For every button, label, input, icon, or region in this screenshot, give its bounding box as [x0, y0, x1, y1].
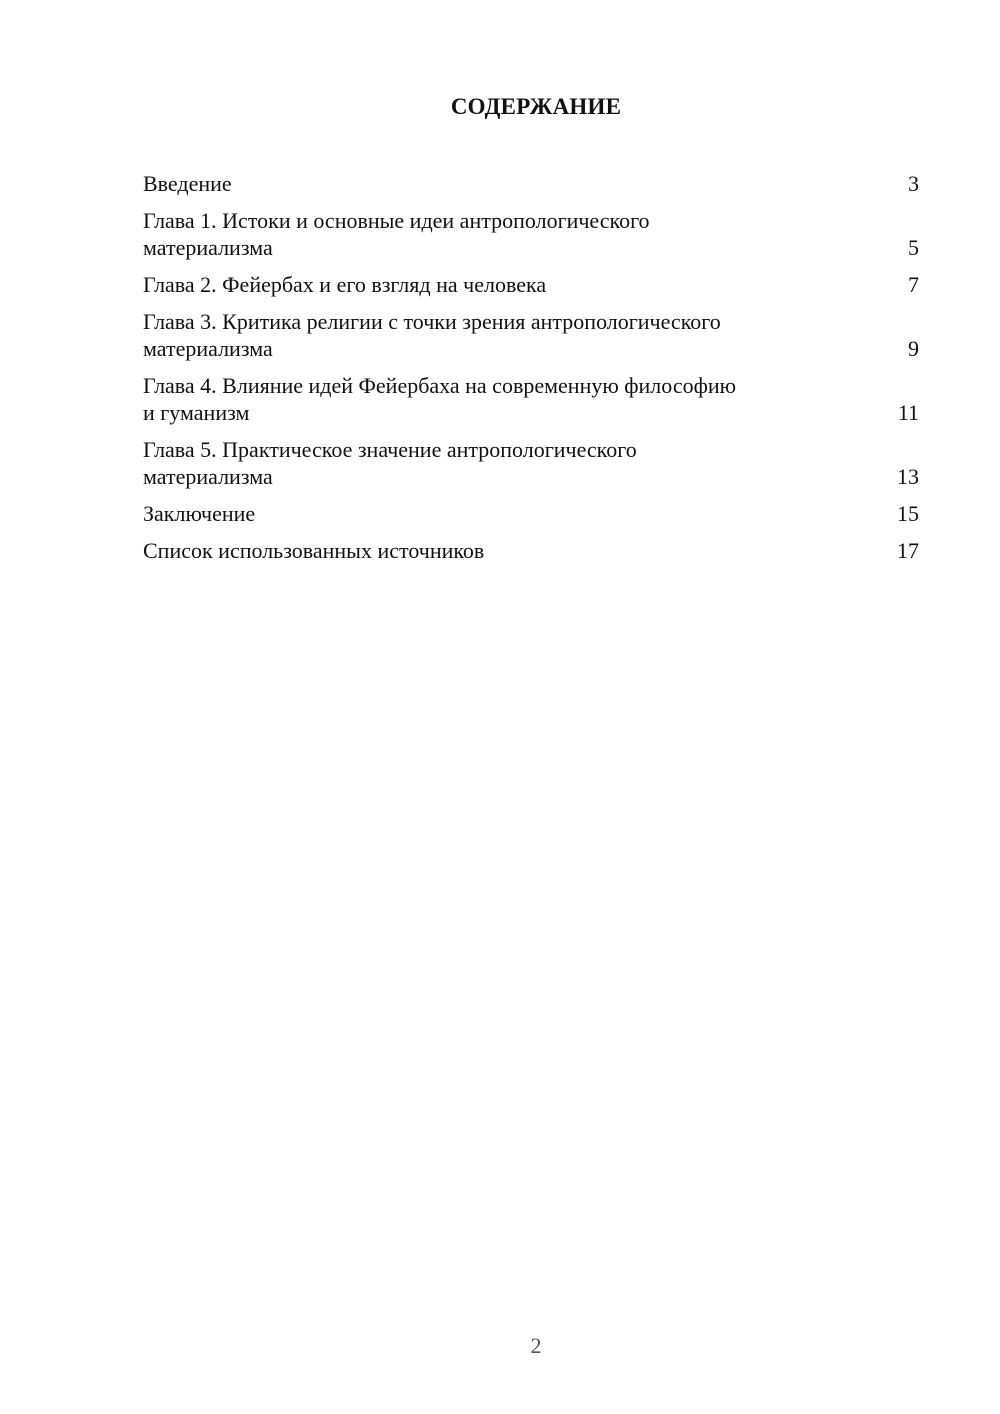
toc-entry-page: 3 — [908, 171, 919, 196]
table-of-contents — [143, 170, 919, 574]
toc-entry-title — [143, 170, 232, 197]
toc-entry-line: Глава 5. Практическое значение антропологического — [143, 437, 637, 462]
toc-entry-page: 7 — [908, 272, 919, 297]
toc-entry-page: 13 — [897, 464, 919, 489]
page-number: 2 — [530, 1333, 542, 1358]
toc-entry-line: Заключение — [143, 501, 256, 526]
toc-entry-chapter-1[interactable] — [143, 207, 919, 261]
toc-entry-title — [143, 271, 546, 298]
toc-entry-chapter-4[interactable] — [143, 372, 919, 426]
toc-entry-page: 11 — [897, 400, 919, 425]
toc-entry-line: Введение — [143, 171, 232, 196]
toc-entry-line: Глава 1. Истоки и основные идеи антропологического — [143, 208, 650, 233]
toc-entry-line: Глава 2. Фейербах и его взгляд на человека — [143, 272, 547, 297]
toc-entry-line: материализма — [143, 235, 273, 260]
toc-entry-title — [143, 308, 721, 362]
toc-entry-title — [143, 537, 484, 564]
toc-entry-title — [143, 500, 255, 527]
toc-entry-chapter-3[interactable] — [143, 308, 919, 362]
toc-entry-introduction[interactable] — [143, 170, 919, 197]
toc-entry-line: Глава 4. Влияние идей Фейербаха на современную философию — [143, 373, 737, 398]
toc-entry-line: и гуманизм — [143, 400, 250, 425]
toc-entry-chapter-2[interactable] — [143, 271, 919, 298]
toc-entry-page: 15 — [897, 501, 919, 526]
toc-entry-line: Глава 3. Критика религии с точки зрения антропологического — [143, 309, 721, 334]
toc-entry-title — [143, 207, 650, 261]
toc-entry-page: 5 — [908, 235, 919, 260]
page-title: СОДЕРЖАНИЕ — [450, 94, 622, 119]
toc-entry-page: 9 — [908, 336, 919, 361]
toc-entry-page: 17 — [897, 538, 919, 563]
toc-entry-line: материализма — [143, 336, 273, 361]
toc-entry-line: Список использованных источников — [143, 538, 485, 563]
toc-entry-line: материализма — [143, 464, 273, 489]
toc-entry-title — [143, 372, 736, 426]
toc-entry-title — [143, 436, 637, 490]
toc-entry-references[interactable] — [143, 537, 919, 564]
toc-entry-chapter-5[interactable] — [143, 436, 919, 490]
toc-entry-conclusion[interactable] — [143, 500, 919, 527]
